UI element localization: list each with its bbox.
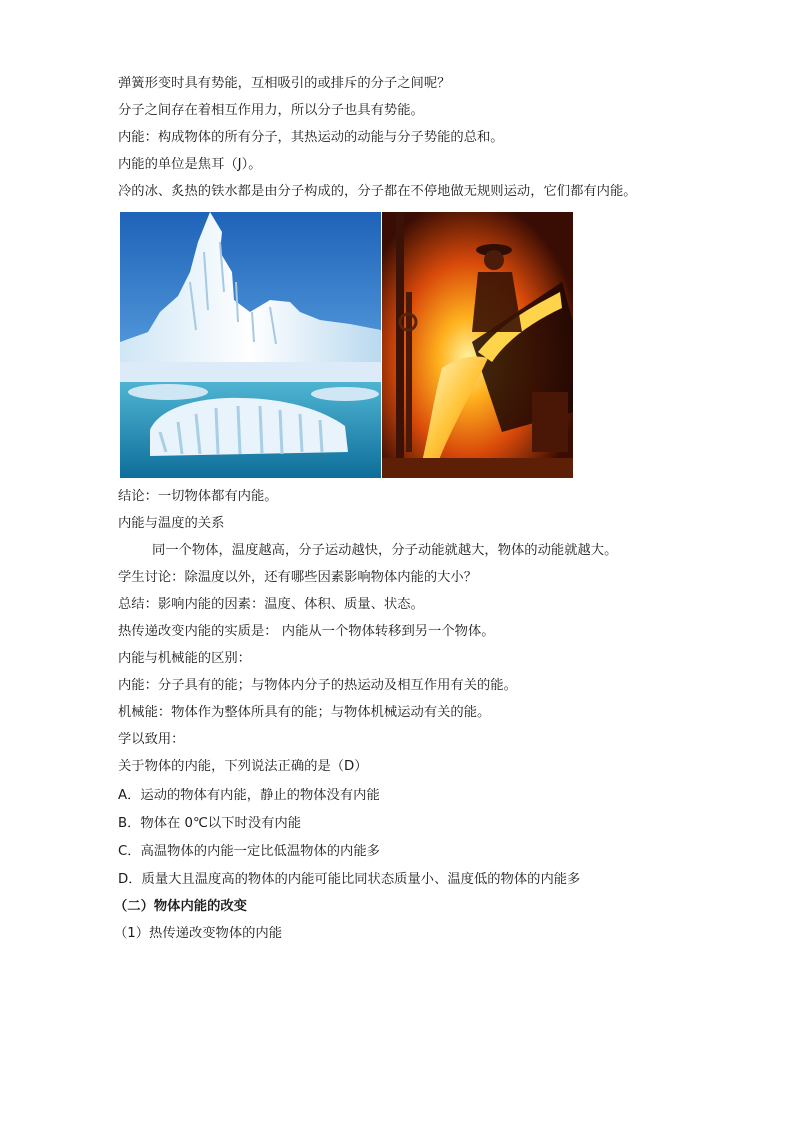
option-d: D．质量大且温度高的物体的内能可能比同状态质量小、温度低的物体的内能多 <box>118 872 581 887</box>
question: 关于物体的内能，下列说法正确的是（D） <box>118 759 368 774</box>
subheading-difference: 内能与机械能的区别： <box>118 651 251 666</box>
iceberg-photo <box>120 212 381 478</box>
paragraph: 内能的单位是焦耳（J）。 <box>118 157 262 172</box>
definition-internal-energy: 内能：构成物体的所有分子，其热运动的动能与分子势能的总和。 <box>118 130 504 145</box>
paragraph: 机械能：物体作为整体所具有的能；与物体机械运动有关的能。 <box>118 705 491 720</box>
option-a: A．运动的物体有内能，静止的物体没有内能 <box>118 788 380 803</box>
conclusion: 结论：一切物体都有内能。 <box>118 489 278 504</box>
summary: 总结：影响内能的因素：温度、体积、质量、状态。 <box>118 597 424 612</box>
option-b: B．物体在 0℃以下时没有内能 <box>118 816 302 831</box>
subheading-practice: 学以致用： <box>118 732 185 747</box>
section-heading: （二）物体内能的改变 <box>114 899 247 914</box>
subheading-temperature-relation: 内能与温度的关系 <box>118 516 225 531</box>
figure-ice-and-iron <box>120 212 573 478</box>
option-c: C．高温物体的内能一定比低温物体的内能多 <box>118 844 380 859</box>
paragraph: 热传递改变内能的实质是： 内能从一个物体转移到另一个物体。 <box>118 624 495 639</box>
paragraph: 冷的冰、炙热的铁水都是由分子构成的，分子都在不停地做无规则运动，它们都有内能。 <box>118 184 637 199</box>
discussion-question: 学生讨论：除温度以外，还有哪些因素影响物体内能的大小？ <box>118 570 478 585</box>
molten-iron-pouring-photo <box>382 212 573 478</box>
paragraph: 同一个物体，温度越高，分子运动越快，分子动能就越大，物体的动能就越大。 <box>152 543 618 558</box>
subsection-heading: （1）热传递改变物体的内能 <box>114 926 283 941</box>
paragraph: 弹簧形变时具有势能，互相吸引的或排斥的分子之间呢？ <box>118 76 451 91</box>
paragraph: 分子之间存在着相互作用力，所以分子也具有势能。 <box>118 103 424 118</box>
paragraph: 内能：分子具有的能；与物体内分子的热运动及相互作用有关的能。 <box>118 678 517 693</box>
